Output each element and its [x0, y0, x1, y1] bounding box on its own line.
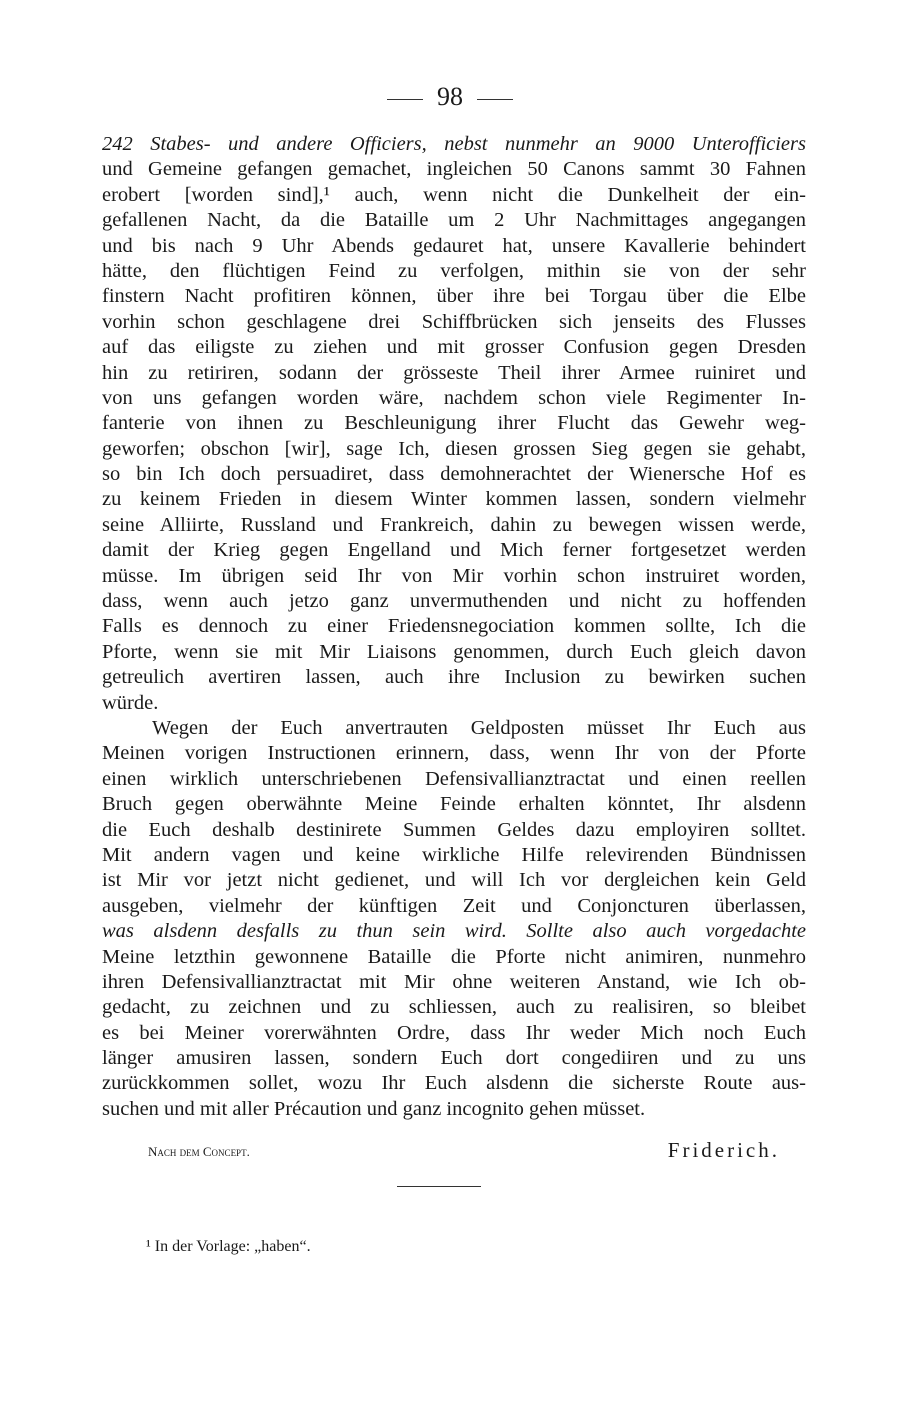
text-line: getreulich avertiren lassen, auch ihre Inclusion zu bewirken suchen — [102, 666, 806, 689]
source-note: Nach dem Concept. — [148, 1144, 250, 1159]
header-rule-left — [387, 99, 423, 100]
text-line: ausgeben, vielmehr der künftigen Zeit und Conjoncturen überlassen, — [102, 894, 806, 917]
text-line: finstern Nacht profitiren können, über ihre bei Torgau über die Elbe — [102, 285, 806, 308]
text-line: hätte, den flüchtigen Feind zu verfolgen, mithin sie von der sehr — [102, 259, 806, 282]
text-line: zurückkommen sollet, wozu Ihr Euch alsdenn die sicherste Route aus- — [102, 1072, 806, 1095]
text-line: und bis nach 9 Uhr Abends gedauret hat, unsere Kavallerie behindert — [102, 234, 806, 257]
page-number: 98 — [437, 82, 463, 111]
text-line: Pforte, wenn sie mit Mir Liaisons genommen, durch Euch gleich davon — [102, 640, 806, 663]
text-line: auf das eiligste zu ziehen und mit grosser Confusion gegen Dresden — [102, 336, 806, 359]
text-line: die Euch deshalb destinirete Summen Geldes dazu employiren solltet. — [102, 818, 806, 841]
text-line: Mit andern vagen und keine wirkliche Hilfe relevirenden Bündnissen — [102, 843, 806, 866]
text-line: müsse. Im übrigen seid Ihr von Mir vorhin schon instruiret worden, — [102, 564, 806, 587]
footnote: ¹ In der Vorlage: „haben“. — [146, 1238, 311, 1255]
text-line: 242 Stabes- und andere Officiers, nebst nunmehr an 9000 Unterofficiers — [102, 133, 806, 155]
text-line: gefallenen Nacht, da die Bataille um 2 Uhr Nachmittages angegangen — [102, 209, 806, 232]
text-line: vorhin schon geschlagene drei Schiffbrücken sich jenseits des Flusses — [102, 310, 806, 333]
signature: Friderich. — [667, 1138, 780, 1162]
body-text — [102, 132, 806, 1122]
text-line: so bin Ich doch persuadiret, dass demohnerachtet der Wienersche Hof es — [102, 463, 806, 486]
text-line: zu keinem Frieden in diesem Winter kommen lassen, sondern vielmehr — [102, 488, 806, 511]
text-line: würde. — [102, 691, 159, 714]
text-line: gedacht, zu zeichnen und zu schliessen, auch zu realisiren, so bleibet — [102, 996, 806, 1019]
text-line: fanterie von ihnen zu Beschleunigung ihrer Flucht das Gewehr weg- — [102, 412, 806, 435]
closing — [102, 1138, 780, 1164]
text-line: dass, wenn auch jetzo ganz unvermuthenden und nicht zu hoffenden — [102, 590, 806, 613]
text-line: und Gemeine gefangen gemachet, ingleichen 50 Canons sammt 30 Fahnen — [102, 158, 806, 181]
text-line: damit der Krieg gegen Engelland und Mich ferner fortgesetzet werden — [102, 539, 806, 562]
text-line: ihren Defensivallianztractat mit Mir ohne weiteren Anstand, wie Ich ob- — [102, 970, 806, 993]
text-line: geworfen; obschon [wir], sage Ich, diesen grossen Sieg gegen sie gehabt, — [102, 437, 806, 460]
page-header — [0, 82, 900, 112]
text-line: Wegen der Euch anvertrauten Geldposten müsset Ihr Euch aus — [152, 716, 806, 739]
text-line: länger amusiren lassen, sondern Euch dort congediiren und zu uns — [102, 1047, 806, 1070]
header-rule-right — [477, 99, 513, 100]
text-line: hin zu retiriren, sodann der grösseste Theil ihrer Armee ruiniret und — [102, 361, 806, 384]
text-line: ist Mir vor jetzt nicht gedienet, und will Ich vor dergleichen kein Geld — [102, 869, 806, 892]
text-line: Falls es dennoch zu einer Friedensnegociation kommen sollte, Ich die — [102, 615, 806, 638]
text-line: seine Alliirte, Russland und Frankreich, dahin zu bewegen wissen werde, — [102, 513, 806, 536]
text-line: Meinen vorigen Instructionen erinnern, dass, wenn Ihr von der Pforte — [102, 742, 806, 765]
text-line: einen wirklich unterschriebenen Defensivallianztractat und einen reellen — [102, 767, 806, 790]
text-line: was alsdenn desfalls zu thun sein wird. Sollte also auch vorgedachte — [102, 920, 806, 943]
text-line: Bruch gegen oberwähnte Meine Feinde erhalten könntet, Ihr alsdenn — [102, 793, 806, 816]
text-line: von uns gefangen worden wäre, nachdem schon viele Regimenter In- — [102, 386, 806, 409]
text-line: es bei Meiner vorerwähnten Ordre, dass Ihr weder Mich noch Euch — [102, 1021, 806, 1044]
text-line: suchen und mit aller Précaution und ganz incognito gehen müsset. — [102, 1097, 646, 1120]
text-line: Meine letzthin gewonnene Bataille die Pforte nicht animiren, nunmehro — [102, 945, 806, 968]
text-line: erobert [worden sind],¹ auch, wenn nicht die Dunkelheit der ein- — [102, 183, 806, 206]
footnote-separator — [397, 1186, 481, 1187]
